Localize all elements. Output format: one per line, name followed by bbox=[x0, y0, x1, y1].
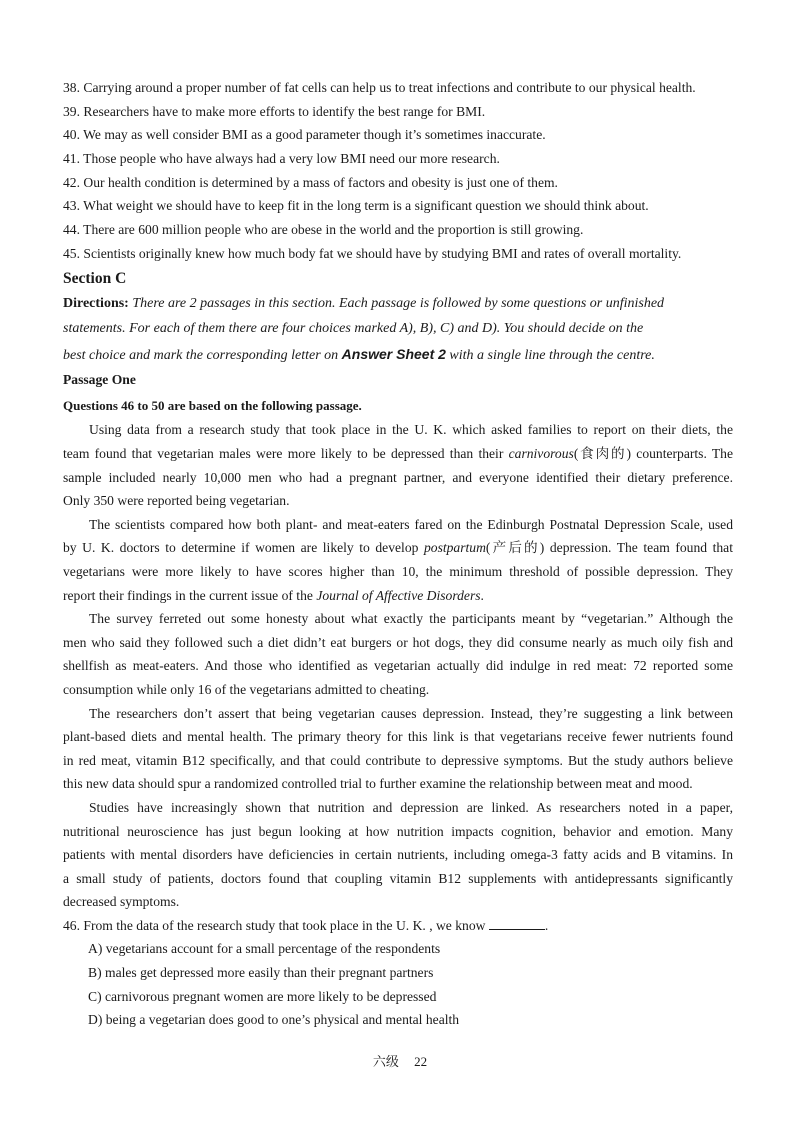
question-46-option-c[interactable]: C) carnivorous pregnant women are more likely to be depressed bbox=[88, 989, 437, 1004]
statement-42: 42. Our health condition is determined by a mass of factors and obesity is just one of them. bbox=[63, 175, 558, 190]
directions-line-3: best choice and mark the corresponding letter on Answer Sheet 2 with a single line through the centre. bbox=[63, 346, 655, 363]
p5-line-3: patients with mental disorders have deficiencies in certain nutrients, including omega-3 fatty acids and B vitamins. In bbox=[63, 847, 733, 862]
page-footer bbox=[0, 1054, 800, 1070]
section-title: Section C bbox=[63, 270, 127, 287]
p4-line-4: this new data should spur a randomized controlled trial to further examine the relationship between meat and mood. bbox=[63, 776, 693, 791]
statement-45: 45. Scientists originally knew how much body fat we should have by studying BMI and rates of overall mortality. bbox=[63, 246, 682, 261]
p4-line-1: The researchers don’t assert that being vegetarian causes depression. Instead, they’re suggesting a link between bbox=[89, 706, 733, 721]
p5-line-2: nutritional neuroscience has just begun looking at how nutrition impacts cognition, behavior and emotion. Many bbox=[63, 824, 733, 839]
directions-line-1: Directions: There are 2 passages in this section. Each passage is followed by some questions or unfinished bbox=[63, 296, 665, 311]
statement-41: 41. Those people who have always had a very low BMI need our more research. bbox=[63, 151, 500, 166]
p3-line-1: The survey ferreted out some honesty about what exactly the participants meant by “vegetarian.” Although the bbox=[89, 611, 733, 626]
question-46-option-d[interactable]: D) being a vegetarian does good to one’s physical and mental health bbox=[88, 1012, 460, 1027]
p1-line-2: team found that vegetarian males were more likely to be depressed than their carnivorous(食肉的) counterparts. The bbox=[63, 446, 733, 461]
question-46-option-b[interactable]: B) males get depressed more easily than their pregnant partners bbox=[88, 965, 434, 980]
question-46-option-a[interactable]: A) vegetarians account for a small percentage of the respondents bbox=[88, 941, 441, 956]
p3-line-3: shellfish as meat-eaters. And those who identified as vegetarian actually did indulge in red meat: 72 reported some bbox=[63, 658, 733, 673]
p1-line-4: Only 350 were reported being vegetarian. bbox=[63, 493, 290, 508]
p2-line-1: The scientists compared how both plant- and meat-eaters fared on the Edinburgh Postnatal Depression Scale, used bbox=[89, 517, 733, 532]
p3-line-2: men who said they followed such a diet didn’t eat burgers or hot dogs, they did consume nearly as much oily fish and bbox=[63, 635, 733, 650]
p4-line-3: in red meat, vitamin B12 specifically, and that could contribute to depressive symptoms. But the study authors believe bbox=[63, 753, 733, 768]
answer-blank bbox=[489, 918, 545, 930]
directions-line-2: statements. For each of them there are four choices marked A), B), C) and D). You should decide on the bbox=[63, 321, 644, 336]
p5-line-5: decreased symptoms. bbox=[63, 894, 180, 909]
p3-line-4: consumption while only 16 of the vegetarians admitted to cheating. bbox=[63, 682, 430, 697]
p5-line-1: Studies have increasingly shown that nutrition and depression are linked. As researchers noted in a paper, bbox=[89, 800, 733, 815]
p1-line-1: Using data from a research study that took place in the U. K. which asked families to report on their diets, the bbox=[89, 422, 733, 437]
statement-43: 43. What weight we should have to keep fit in the long term is a significant question we should think about. bbox=[63, 198, 649, 213]
statement-39: 39. Researchers have to make more efforts to identify the best range for BMI. bbox=[63, 104, 486, 119]
p4-line-2: plant-based diets and mental health. The primary theory for this link is that vegetarians receive fewer nutrients found bbox=[63, 729, 733, 744]
p2-line-2: by U. K. doctors to determine if women are likely to develop postpartum(产后的) depression. The team found that bbox=[63, 540, 733, 555]
passage-title: Passage One bbox=[63, 372, 136, 387]
p5-line-4: a small study of patients, doctors found that coupling vitamin B12 supplements with antidepressants significantly bbox=[63, 871, 733, 886]
p2-line-3: vegetarians were more likely to have scores higher than 10, the minimum threshold of possible depression. They bbox=[63, 564, 733, 579]
page-number: 22 bbox=[414, 1054, 428, 1069]
answer-sheet-label: Answer Sheet 2 bbox=[341, 346, 446, 362]
exam-level-label: 六级 bbox=[372, 1054, 399, 1069]
p2-line-4: report their findings in the current issue of the Journal of Affective Disorders. bbox=[63, 588, 484, 603]
p1-line-3: sample included nearly 10,000 men who had a pregnant partner, and everyone identified their dietary preference. bbox=[63, 470, 733, 485]
statement-38: 38. Carrying around a proper number of fat cells can help us to treat infections and contribute to our physical health. bbox=[63, 80, 696, 95]
statement-44: 44. There are 600 million people who are obese in the world and the proportion is still growing. bbox=[63, 222, 584, 237]
passage-intro: Questions 46 to 50 are based on the following passage. bbox=[63, 398, 362, 413]
statement-40: 40. We may as well consider BMI as a good parameter though it’s sometimes inaccurate. bbox=[63, 127, 546, 142]
question-46-stem: 46. From the data of the research study that took place in the U. K. , we know . bbox=[63, 918, 549, 933]
